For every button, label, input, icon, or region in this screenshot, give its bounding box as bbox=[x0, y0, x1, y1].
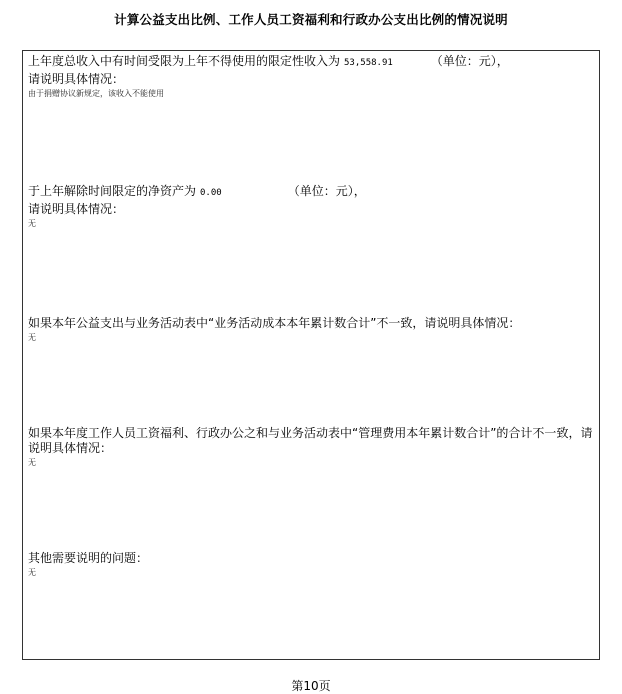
public-welfare-answer: 无 bbox=[28, 333, 36, 342]
section-released-net-assets bbox=[28, 183, 598, 229]
section-restricted-income bbox=[28, 53, 598, 99]
other-notes-answer: 无 bbox=[28, 568, 36, 577]
section-public-welfare bbox=[28, 315, 598, 343]
admin-expenses-question: 如果本年度工作人员工资福利、行政办公之和与业务活动表中“管理费用本年累计数合计”的合计不一致，请说明具体情况： bbox=[28, 426, 593, 455]
section-admin-expenses bbox=[28, 426, 598, 468]
restricted-income-unit: （单位：元）， bbox=[430, 54, 509, 68]
restricted-income-line bbox=[28, 53, 598, 71]
restricted-income-answer: 由于捐赠协议新规定，该收入不能使用 bbox=[28, 89, 164, 98]
restricted-income-label: 上年度总收入中有时间受限为上年不得使用的限定性收入为 bbox=[28, 54, 341, 68]
released-net-assets-line bbox=[28, 183, 598, 201]
released-net-assets-label: 于上年解除时间限定的净资产为 bbox=[28, 184, 197, 198]
public-welfare-question: 如果本年公益支出与业务活动表中“业务活动成本本年累计数合计”不一致，请说明具体情况： bbox=[28, 316, 521, 330]
admin-expenses-answer: 无 bbox=[28, 458, 36, 467]
released-net-assets-answer: 无 bbox=[28, 219, 36, 228]
restricted-income-value: 53,558.91 bbox=[344, 58, 393, 68]
page-number: 第10页 bbox=[291, 679, 331, 693]
restricted-income-prompt: 请说明具体情况： bbox=[28, 72, 125, 86]
released-net-assets-prompt: 请说明具体情况： bbox=[28, 202, 125, 216]
other-notes-question: 其他需要说明的问题： bbox=[28, 551, 149, 565]
released-net-assets-unit: （单位：元）， bbox=[287, 184, 366, 198]
section-other-notes bbox=[28, 550, 598, 578]
released-net-assets-value: 0.00 bbox=[200, 188, 222, 198]
document-title: 计算公益支出比例、工作人员工资福利和行政办公支出比例的情况说明 bbox=[114, 12, 508, 27]
